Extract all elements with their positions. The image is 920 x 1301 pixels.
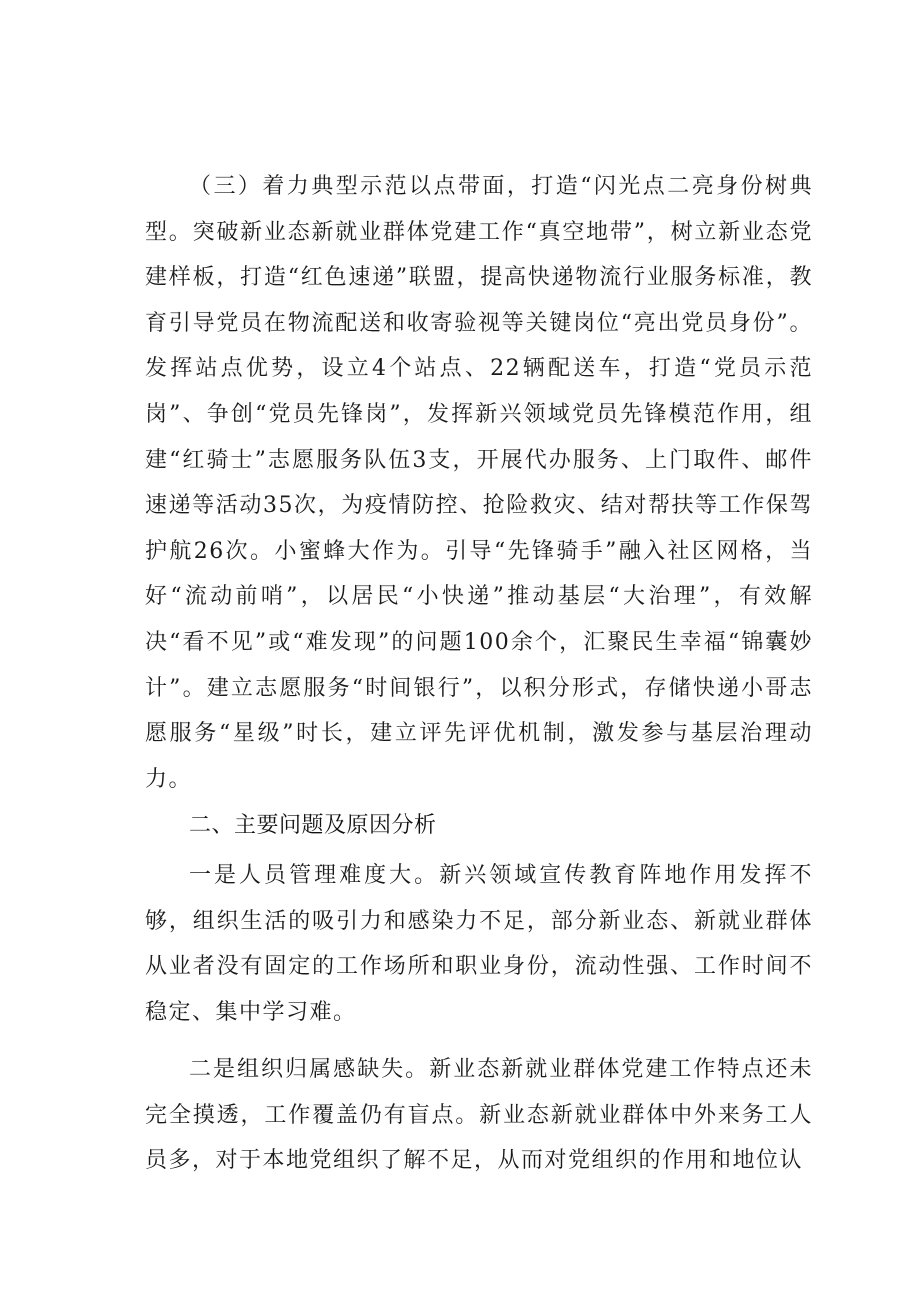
document-body: [145, 164, 813, 1184]
section-heading-problems: 二、主要问题及原因分析: [189, 813, 437, 839]
paragraph-typical-demonstration: （三）着力典型示范以点带面，打造“闪光点二亮身份树典型。突破新业态新就业群体党建工作“真空地带”，树立新业态党建样板，打造“红色速递”联盟，提高快递物流行业服务标准，教育引导党员在物流配送和收寄验视等关键岗位“亮出党员身份”。发挥站点优势，设立4个站点、22辆配送车，打造“党员示范岗”、争创“党员先锋岗”，发挥新兴领域党员先锋模范作用，组建“红骑士”志愿服务队伍3支，开展代办服务、上门取件、邮件速递等活动35次，为疫情防控、抢险救灾、结对帮扶等工作保驾护航26次。小蜜蜂大作为。引导“先锋骑手”融入社区网格，当好“流动前哨”，以居民“小快递”推动基层“大治理”，有效解决“看不见”或“难发现”的问题100余个，汇聚民生幸福“锦囊妙计”。建立志愿服务“时间银行”，以积分形式，存储快递小哥志愿服务“星级”时长，建立评先评优机制，激发参与基层治理动力。: [145, 174, 813, 792]
paragraph-personnel-management: 一是人员管理难度大。新兴领域宣传教育阵地作用发挥不够，组织生活的吸引力和感染力不足，部分新业态、新就业群体从业者没有固定的工作场所和职业身份，流动性强、工作时间不稳定、集中学习难。: [145, 862, 813, 1025]
paragraph-organizational-belonging: 二是组织归属感缺失。新业态新就业群体党建工作特点还未完全摸透，工作覆盖仍有盲点。新业态新就业群体中外来务工人员多，对于本地党组织了解不足，从而对党组织的作用和地位认: [145, 1057, 813, 1174]
